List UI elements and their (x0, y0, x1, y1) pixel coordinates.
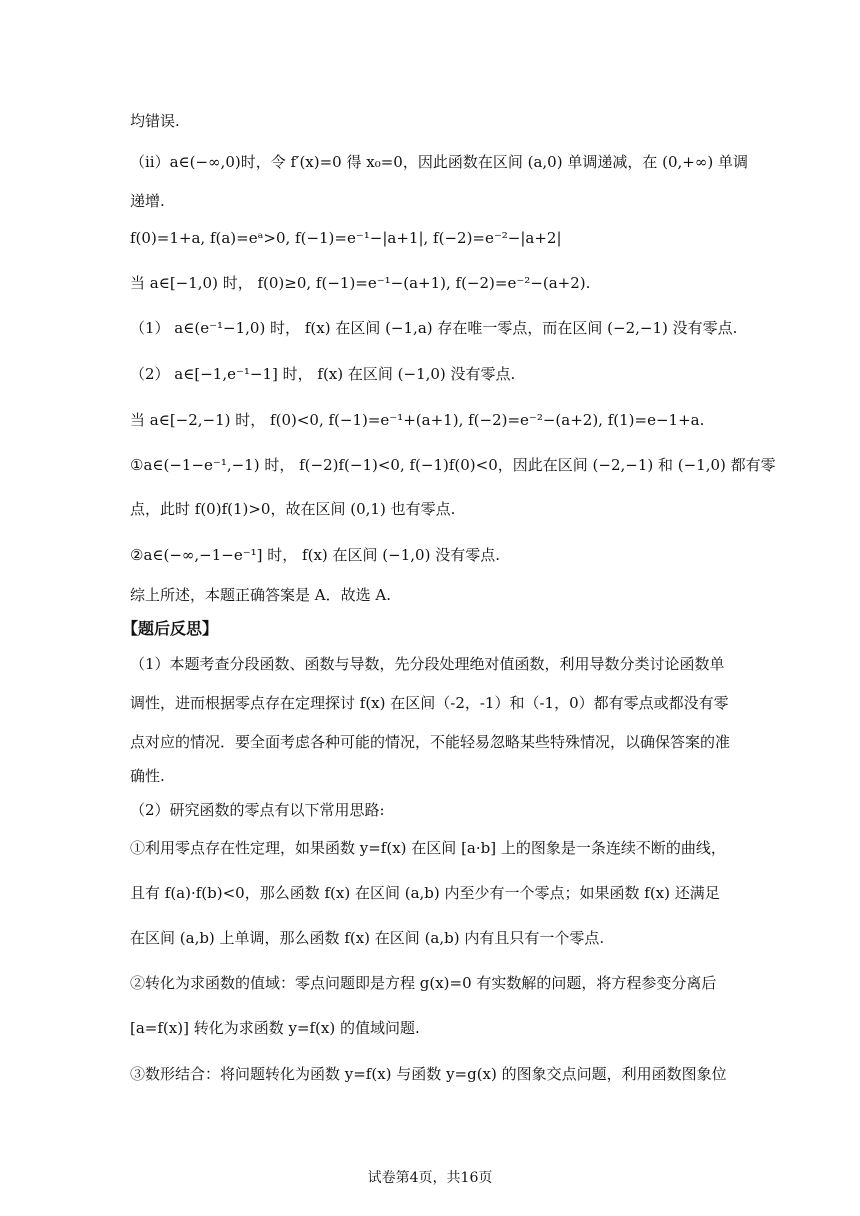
text-line: 确性. (130, 767, 165, 785)
text-line: [a=f(x)] 转化为求函数 y=f(x) 的值域问题. (130, 1019, 420, 1037)
text-line: 综上所述，本题正确答案是 A．故选 A. (130, 586, 391, 604)
text-line: （1） a∈(e⁻¹−1,0) 时， f(x) 在区间 (−1,a) 存在唯一零点，而在区间 (−2,−1) 没有零点. (130, 319, 738, 337)
text-line: ②转化为求函数的值域：零点问题即是方程 g(x)=0 有实数解的问题，将方程参变分离后 (130, 974, 717, 992)
text-line: （2）研究函数的零点有以下常用思路: (130, 801, 385, 819)
text-line: 点，此时 f(0)f(1)>0，故在区间 (0,1) 也有零点. (130, 500, 456, 518)
text-line: ③数形结合：将问题转化为函数 y=f(x) 与函数 y=g(x) 的图象交点问题，利用函数图象位 (130, 1065, 727, 1083)
text-line: 在区间 (a,b) 上单调，那么函数 f(x) 在区间 (a,b) 内有且只有一个零点. (130, 929, 605, 947)
text-line: ②a∈(−∞,−1−e⁻¹] 时， f(x) 在区间 (−1,0) 没有零点. (130, 546, 500, 564)
text-line: 当 a∈[−1,0) 时， f(0)≥0, f(−1)=e⁻¹−(a+1), f(−2)=e⁻²−(a+2). (130, 274, 591, 292)
text-line: 调性，进而根据零点存在定理探讨 f(x) 在区间（-2，-1）和（-1，0）都有零点或都没有零 (130, 694, 729, 712)
text-line: 点对应的情况．要全面考虑各种可能的情况，不能轻易忽略某些特殊情况，以确保答案的准 (130, 733, 731, 751)
text-line: （2） a∈[−1,e⁻¹−1] 时， f(x) 在区间 (−1,0) 没有零点. (130, 365, 516, 383)
text-line: 递增. (130, 192, 165, 210)
text-line: 且有 f(a)·f(b)<0，那么函数 f(x) 在区间 (a,b) 内至少有一个零点；如果函数 f(x) 还满足 (130, 884, 720, 902)
text-line: 均错误. (130, 112, 180, 130)
text-line: f(0)=1+a, f(a)=eᵃ>0, f(−1)=e⁻¹−|a+1|, f(−2)=e⁻²−|a+2| (130, 229, 562, 247)
text-line: （ii）a∈(−∞,0)时，令 f′(x)=0 得 x₀=0，因此函数在区间 (a,0) 单调递减，在 (0,+∞) 单调 (130, 153, 748, 171)
text-line: ①a∈(−1−e⁻¹,−1) 时， f(−2)f(−1)<0, f(−1)f(0)<0，因此在区间 (−2,−1) 和 (−1,0) 都有零 (130, 456, 776, 474)
text-line: ①利用零点存在性定理，如果函数 y=f(x) 在区间 [a·b] 上的图象是一条连续不断的曲线， (130, 839, 726, 857)
text-line: 当 a∈[−2,−1) 时， f(0)<0, f(−1)=e⁻¹+(a+1), f(−2)=e⁻²−(a+2), f(1)=e−1+a. (130, 411, 705, 429)
text-line: （1）本题考查分段函数、函数与导数，先分段处理绝对值函数，利用导数分类讨论函数单 (130, 655, 725, 673)
page-footer: 试卷第4页，共16页 (367, 1170, 493, 1186)
section-heading: 【题后反思】 (122, 619, 219, 638)
